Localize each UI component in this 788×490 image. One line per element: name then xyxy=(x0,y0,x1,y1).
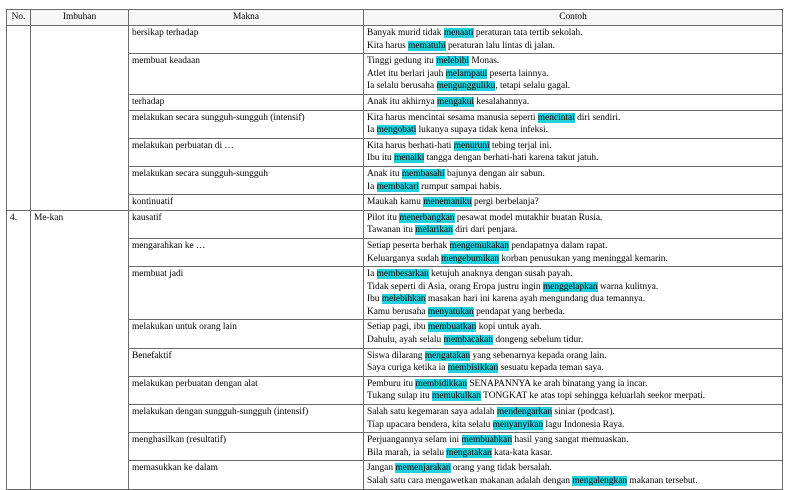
highlighted-word: memenjarakan xyxy=(395,463,451,474)
example-text: dongeng sebelum tidur. xyxy=(493,335,584,346)
example-sentence xyxy=(367,152,779,165)
highlighted-word: membesarkan xyxy=(376,269,429,280)
example-sentence xyxy=(367,55,779,68)
highlighted-word: memukulkan xyxy=(432,391,481,402)
example-text: , tetapi selalu gagal. xyxy=(495,81,571,92)
example-text: Anak itu xyxy=(367,168,402,179)
cell-contoh xyxy=(364,267,783,320)
cell-makna: mengarahkan ke … xyxy=(129,238,364,266)
imbuhan-table xyxy=(6,9,783,490)
example-sentence xyxy=(367,362,779,375)
example-sentence xyxy=(367,447,779,460)
example-text: hasil yang sangat memuaskan. xyxy=(512,435,629,446)
example-text: Dahulu, ayah selalu xyxy=(367,335,444,346)
example-text: lagu Indonesia Raya. xyxy=(543,419,625,430)
highlighted-word: mengemukakan xyxy=(449,240,509,251)
cell-makna: memasukkan ke dalam xyxy=(129,461,364,489)
example-sentence xyxy=(367,378,779,391)
example-sentence xyxy=(367,419,779,432)
header-imbuhan: Imbuhan xyxy=(31,10,129,26)
example-text: rumput sampai habis. xyxy=(418,181,502,192)
example-text: Kita harus mencintai sesama manusia seperti xyxy=(367,112,538,123)
example-text: Salah satu cara mengawetkan makanan adalah dengan xyxy=(367,476,573,486)
example-text: Pemburu itu xyxy=(367,378,416,389)
example-text: TONGKAT ke atas topi sehingga keluarlah seekor merpati. xyxy=(480,391,706,402)
cell-contoh xyxy=(364,110,783,138)
cell-no xyxy=(7,26,31,211)
example-text: pendapat yang berbeda. xyxy=(473,306,565,317)
highlighted-word: menuruni xyxy=(453,140,490,151)
example-sentence xyxy=(367,281,779,294)
cell-makna: membuat keadaan xyxy=(129,54,364,95)
example-text: Keluarganya sudah xyxy=(367,253,442,264)
highlighted-word: mengebumikan xyxy=(441,253,500,264)
example-text: Tinggi gedung itu xyxy=(367,56,437,67)
cell-contoh xyxy=(364,238,783,266)
highlighted-word: mengalengkan xyxy=(572,476,628,486)
example-text: yang sebenarnya kepada orang lain. xyxy=(470,350,607,361)
highlighted-word: mengobati xyxy=(376,125,417,136)
highlighted-word: menyatukan xyxy=(427,306,474,317)
example-sentence xyxy=(367,27,779,40)
example-text: sesuatu kepada teman saya. xyxy=(498,363,604,374)
highlighted-word: melarikan xyxy=(415,225,453,236)
example-sentence xyxy=(367,181,779,194)
cell-contoh xyxy=(364,376,783,404)
example-sentence xyxy=(367,224,779,237)
example-text: makanan tersebut. xyxy=(627,476,698,486)
highlighted-word: mengatakan xyxy=(424,350,471,361)
example-sentence xyxy=(367,434,779,447)
example-text: Tiap upacara bendera, kita selalu xyxy=(367,419,493,430)
example-text: Jangan xyxy=(367,463,396,474)
example-text: Ia xyxy=(367,269,377,280)
example-sentence xyxy=(367,96,779,109)
cell-contoh xyxy=(364,166,783,194)
example-text: kesalahannya. xyxy=(474,96,530,107)
highlighted-word: mengungguliku xyxy=(436,81,496,92)
example-sentence xyxy=(367,475,779,488)
example-sentence xyxy=(367,268,779,281)
example-sentence xyxy=(367,68,779,81)
example-sentence xyxy=(367,40,779,53)
cell-makna: melakukan secara sungguh-sungguh (intensif) xyxy=(129,110,364,138)
cell-contoh xyxy=(364,461,783,489)
table-body xyxy=(7,26,783,490)
cell-makna: Benefaktif xyxy=(129,348,364,376)
cell-contoh xyxy=(364,138,783,166)
example-text: Kita harus xyxy=(367,40,409,51)
example-text: Kamu berusaha xyxy=(367,306,428,317)
example-text: Ia selalu berusaha xyxy=(367,81,437,92)
cell-makna: kausatif xyxy=(129,210,364,238)
highlighted-word: menaiki xyxy=(394,153,425,164)
cell-makna: membuat jadi xyxy=(129,267,364,320)
example-text: warna kulitnya. xyxy=(597,281,659,292)
example-text: SENAPANNYA ke arah binatang yang ia incar. xyxy=(467,378,648,389)
example-text: Ibu xyxy=(367,294,382,305)
example-text: kopi untuk ayah. xyxy=(476,322,542,333)
cell-makna: melakukan secara sungguh-sungguh xyxy=(129,166,364,194)
example-text: Salah satu kegemaran saya adalah xyxy=(367,407,497,418)
example-sentence xyxy=(367,168,779,181)
example-text: Setiap pagi, ibu xyxy=(367,322,428,333)
cell-contoh xyxy=(364,405,783,433)
example-sentence xyxy=(367,253,779,266)
highlighted-word: mengakui xyxy=(437,96,475,107)
example-text: ketujuh anaknya dengan susah payah. xyxy=(428,269,573,280)
highlighted-word: membuahkan xyxy=(461,435,513,446)
example-sentence xyxy=(367,212,779,225)
example-text: Tawanan itu xyxy=(367,225,416,236)
example-text: pesawat model mutakhir buatan Rusia. xyxy=(454,212,603,223)
header-makna: Makna xyxy=(129,10,364,26)
highlighted-word: mencintai xyxy=(537,112,575,123)
cell-makna: melakukan untuk orang lain xyxy=(129,320,364,348)
example-sentence xyxy=(367,406,779,419)
cell-imbuhan xyxy=(31,26,129,211)
highlighted-word: membasahi xyxy=(401,168,445,179)
highlighted-word: membidikkan xyxy=(415,378,467,389)
table-row xyxy=(7,210,783,238)
example-sentence xyxy=(367,124,779,137)
highlighted-word: menggelapkan xyxy=(542,281,598,292)
highlighted-word: menerbangkan xyxy=(399,212,455,223)
example-sentence xyxy=(367,306,779,319)
cell-makna: menghasilkan (resultatif) xyxy=(129,433,364,461)
example-text: Anak itu akhirnya xyxy=(367,96,438,107)
example-text: Atlet itu berlari jauh xyxy=(367,68,446,79)
example-sentence xyxy=(367,196,779,209)
example-text: pergi berbelanja? xyxy=(471,197,539,208)
example-text: masakan hari ini karena ayah mengundang dua temannya. xyxy=(425,294,646,305)
highlighted-word: menyanyikan xyxy=(492,419,544,430)
highlighted-word: melebihi xyxy=(436,56,470,67)
example-text: bajunya dengan air sabun. xyxy=(444,168,545,179)
example-text: Banyak murid tidak xyxy=(367,28,444,38)
example-sentence xyxy=(367,321,779,334)
example-sentence xyxy=(367,334,779,347)
cell-contoh xyxy=(364,210,783,238)
example-sentence xyxy=(367,293,779,306)
example-text: Saya curiga ketika ia xyxy=(367,363,448,374)
cell-makna: terhadap xyxy=(129,94,364,110)
header-no: No. xyxy=(7,10,31,26)
example-text: Monas. xyxy=(469,56,500,67)
example-text: Tidak seperti di Asia, orang Eropa justru ingin xyxy=(367,281,543,292)
example-text: korban penusukan yang meninggal kemarin. xyxy=(499,253,668,264)
example-text: Kita harus berhati-hati xyxy=(367,140,454,151)
example-text: siniar (podcast). xyxy=(552,407,615,418)
example-text: Tukang sulap itu xyxy=(367,391,433,402)
example-text: Pilot itu xyxy=(367,212,400,223)
example-sentence xyxy=(367,240,779,253)
table-header-row xyxy=(7,10,783,26)
highlighted-word: menaati xyxy=(443,28,474,38)
example-sentence xyxy=(367,390,779,403)
example-sentence xyxy=(367,462,779,475)
cell-makna: melakukan perbuatan dengan alat xyxy=(129,376,364,404)
example-text: pendapatnya dalam rapat. xyxy=(508,240,608,251)
example-text: Ia xyxy=(367,181,377,192)
table-row xyxy=(7,26,783,54)
example-text: kata-kata kasar. xyxy=(491,447,553,458)
example-text: Siswa dilarang xyxy=(367,350,425,361)
header-contoh: Contoh xyxy=(364,10,783,26)
example-text: lukanya supaya tidak kena infeksi. xyxy=(416,125,548,136)
example-text: peraturan tata tertib sekolah. xyxy=(473,28,583,38)
example-text: Ibu itu xyxy=(367,153,395,164)
example-text: Perjuangannya selam ini xyxy=(367,435,462,446)
example-text: peraturan lalu lintas di jalan. xyxy=(445,40,555,51)
example-text: orang yang tidak bersalah. xyxy=(450,463,552,474)
cell-contoh xyxy=(364,348,783,376)
example-text: Maukah kamu xyxy=(367,197,424,208)
example-text: diri dari penjara. xyxy=(452,225,518,236)
highlighted-word: membisikkan xyxy=(447,363,499,374)
cell-contoh xyxy=(364,54,783,95)
example-text: peserta lainnya. xyxy=(487,68,549,79)
highlighted-word: menemaniku xyxy=(423,197,472,208)
cell-makna: bersikap terhadap xyxy=(129,26,364,54)
cell-makna: kontinuatif xyxy=(129,195,364,211)
cell-makna: melakukan perbuatan di … xyxy=(129,138,364,166)
highlighted-word: membacakan xyxy=(443,335,493,346)
cell-contoh xyxy=(364,433,783,461)
highlighted-word: melebihkan xyxy=(381,294,426,305)
highlighted-word: mendengarkan xyxy=(496,407,553,418)
example-text: Setiap peserta berhak xyxy=(367,240,450,251)
highlighted-word: mengatakan xyxy=(446,447,492,458)
highlighted-word: melampaui xyxy=(445,68,488,79)
cell-contoh xyxy=(364,94,783,110)
example-text: Bila marah, ia selalu xyxy=(367,447,447,458)
cell-imbuhan: Me-kan xyxy=(31,210,129,489)
example-sentence xyxy=(367,350,779,363)
example-text: diri sendiri. xyxy=(574,112,621,123)
cell-contoh xyxy=(364,320,783,348)
example-sentence xyxy=(367,80,779,93)
example-sentence xyxy=(367,140,779,153)
cell-makna: melakukan dengan sungguh-sungguh (intensif) xyxy=(129,405,364,433)
cell-contoh xyxy=(364,26,783,54)
example-text: Ia xyxy=(367,125,377,136)
cell-no: 4. xyxy=(7,210,31,489)
highlighted-word: mematuhi xyxy=(408,40,446,51)
example-sentence xyxy=(367,112,779,125)
highlighted-word: membuatkan xyxy=(427,322,477,333)
example-text: tangga dengan berhati-hati karena takut jatuh. xyxy=(424,153,599,164)
example-text: tebing terjal ini. xyxy=(489,140,552,151)
cell-contoh xyxy=(364,195,783,211)
highlighted-word: membakari xyxy=(376,181,419,192)
